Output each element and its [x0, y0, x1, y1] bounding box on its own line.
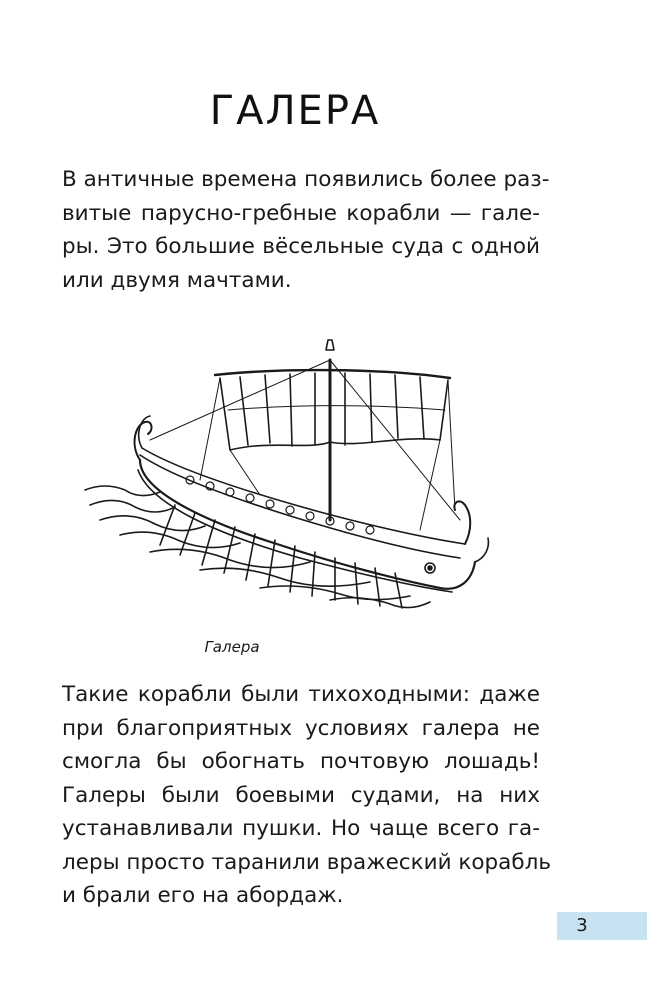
intro-line: В античные времена появились более раз-	[62, 167, 550, 192]
body-line: устанавливали пушки. Но чаще всего га-	[62, 816, 540, 841]
intro-line: ры. Это большие вёсельные суда с одной	[62, 234, 540, 259]
body-line: Такие корабли были тихоходными: даже	[62, 682, 540, 707]
page-number-tab	[557, 912, 647, 940]
page-number: 3	[576, 915, 588, 936]
page-title: ГАЛЕРА	[209, 88, 381, 134]
body-line: и брали его на абордаж.	[62, 883, 344, 908]
intro-paragraph	[62, 163, 550, 297]
body-paragraph	[62, 678, 552, 913]
intro-line: витые парусно-гребные корабли — гале-	[62, 200, 540, 226]
body-line: при благоприятных условиях галера не	[62, 715, 540, 741]
illustration-caption: Галера	[204, 638, 260, 656]
galley-illustration	[80, 330, 510, 630]
body-line: Галеры были боевыми судами, на них	[62, 782, 540, 808]
body-line: леры просто таранили вражеский корабль	[62, 849, 552, 875]
intro-line: или двумя мачтами.	[62, 267, 292, 293]
body-line: смогла бы обогнать почтовую лошадь!	[62, 749, 540, 774]
